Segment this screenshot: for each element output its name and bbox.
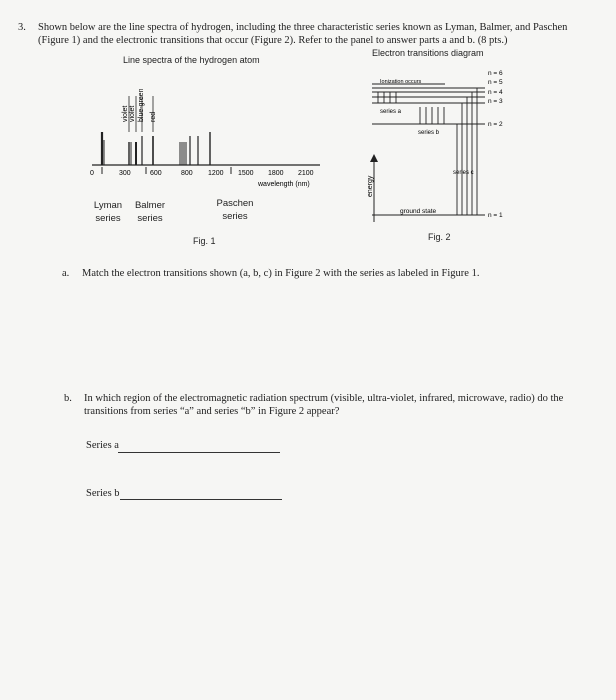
series-c-label: series c	[453, 170, 474, 176]
tick-label: 600	[150, 170, 162, 177]
question-number: 3.	[18, 22, 26, 33]
level-label: n = 2	[488, 121, 503, 128]
energy-axis-label: energy	[367, 175, 374, 197]
series-b-arrows	[420, 107, 444, 124]
series-a-arrows	[378, 92, 396, 103]
figure1-title: Line spectra of the hydrogen atom	[123, 55, 260, 65]
color-label-red: red	[150, 111, 157, 122]
balmer-series-label: Balmer series	[134, 200, 166, 224]
axis-label: wavelength (nm)	[258, 181, 310, 188]
series-b-label: series b	[418, 130, 440, 136]
lyman-series-label: Lyman series	[93, 200, 123, 224]
tick-label: 800	[181, 170, 193, 177]
level-label: n = 6	[488, 70, 503, 77]
figure2-caption: Fig. 2	[428, 232, 451, 242]
figure2-energy-diagram	[360, 62, 580, 237]
tick-label: 1800	[268, 170, 284, 177]
color-label-violet-2: violet	[129, 105, 136, 122]
figure2-title: Electron transitions diagram	[372, 48, 484, 58]
part-a-text: Match the electron transitions shown (a, b, c) in Figure 2 with the series as labeled in Figure 1.	[82, 268, 480, 279]
color-label-violet-1: violet	[122, 105, 129, 122]
paschen-lines	[180, 132, 210, 165]
tick-label: 0	[90, 170, 94, 177]
part-a-letter: a.	[62, 268, 70, 279]
figure1-caption: Fig. 1	[193, 236, 216, 246]
paschen-series-label: Paschen series	[216, 198, 254, 222]
level-label: n = 4	[488, 89, 503, 96]
level-label: n = 1	[488, 212, 503, 219]
question-intro: Shown below are the line spectra of hydrogen, including the three characteristic series known as Lyman, Balmer, and Paschen (Figure 1) and the electronic transitions that occur (Figure 2). Refer to the panel to answer parts a and b. (8 pts.)	[38, 22, 568, 46]
figure1-spectrum	[80, 62, 350, 197]
lyman-lines	[102, 132, 104, 165]
tick-label: 2100	[298, 170, 314, 177]
series-b-answer-label: Series b	[86, 488, 120, 499]
series-a-label: series a	[380, 109, 402, 115]
color-label-blue-green: blue-green	[138, 88, 145, 122]
level-label: n = 3	[488, 98, 503, 105]
balmer-lines	[129, 136, 153, 165]
series-b-answer-field[interactable]	[120, 499, 282, 500]
part-b-text: In which region of the electromagnetic radiation spectrum (visible, ultra-violet, infrared, microwave, radio) do the transitions from series “a” and series “b” in Figure 2 appear?	[84, 393, 564, 417]
tick-label: 1200	[208, 170, 224, 177]
series-a-answer-label: Series a	[86, 440, 119, 451]
part-b-letter: b.	[64, 393, 72, 404]
ionization-label: Ionization occurs	[380, 79, 422, 85]
ground-state-label: ground state	[400, 208, 437, 215]
tick-label: 300	[119, 170, 131, 177]
level-label: n = 5	[488, 79, 503, 86]
series-a-answer-field[interactable]	[118, 452, 280, 453]
tick-label: 1500	[238, 170, 254, 177]
series-c-arrows	[457, 88, 477, 215]
